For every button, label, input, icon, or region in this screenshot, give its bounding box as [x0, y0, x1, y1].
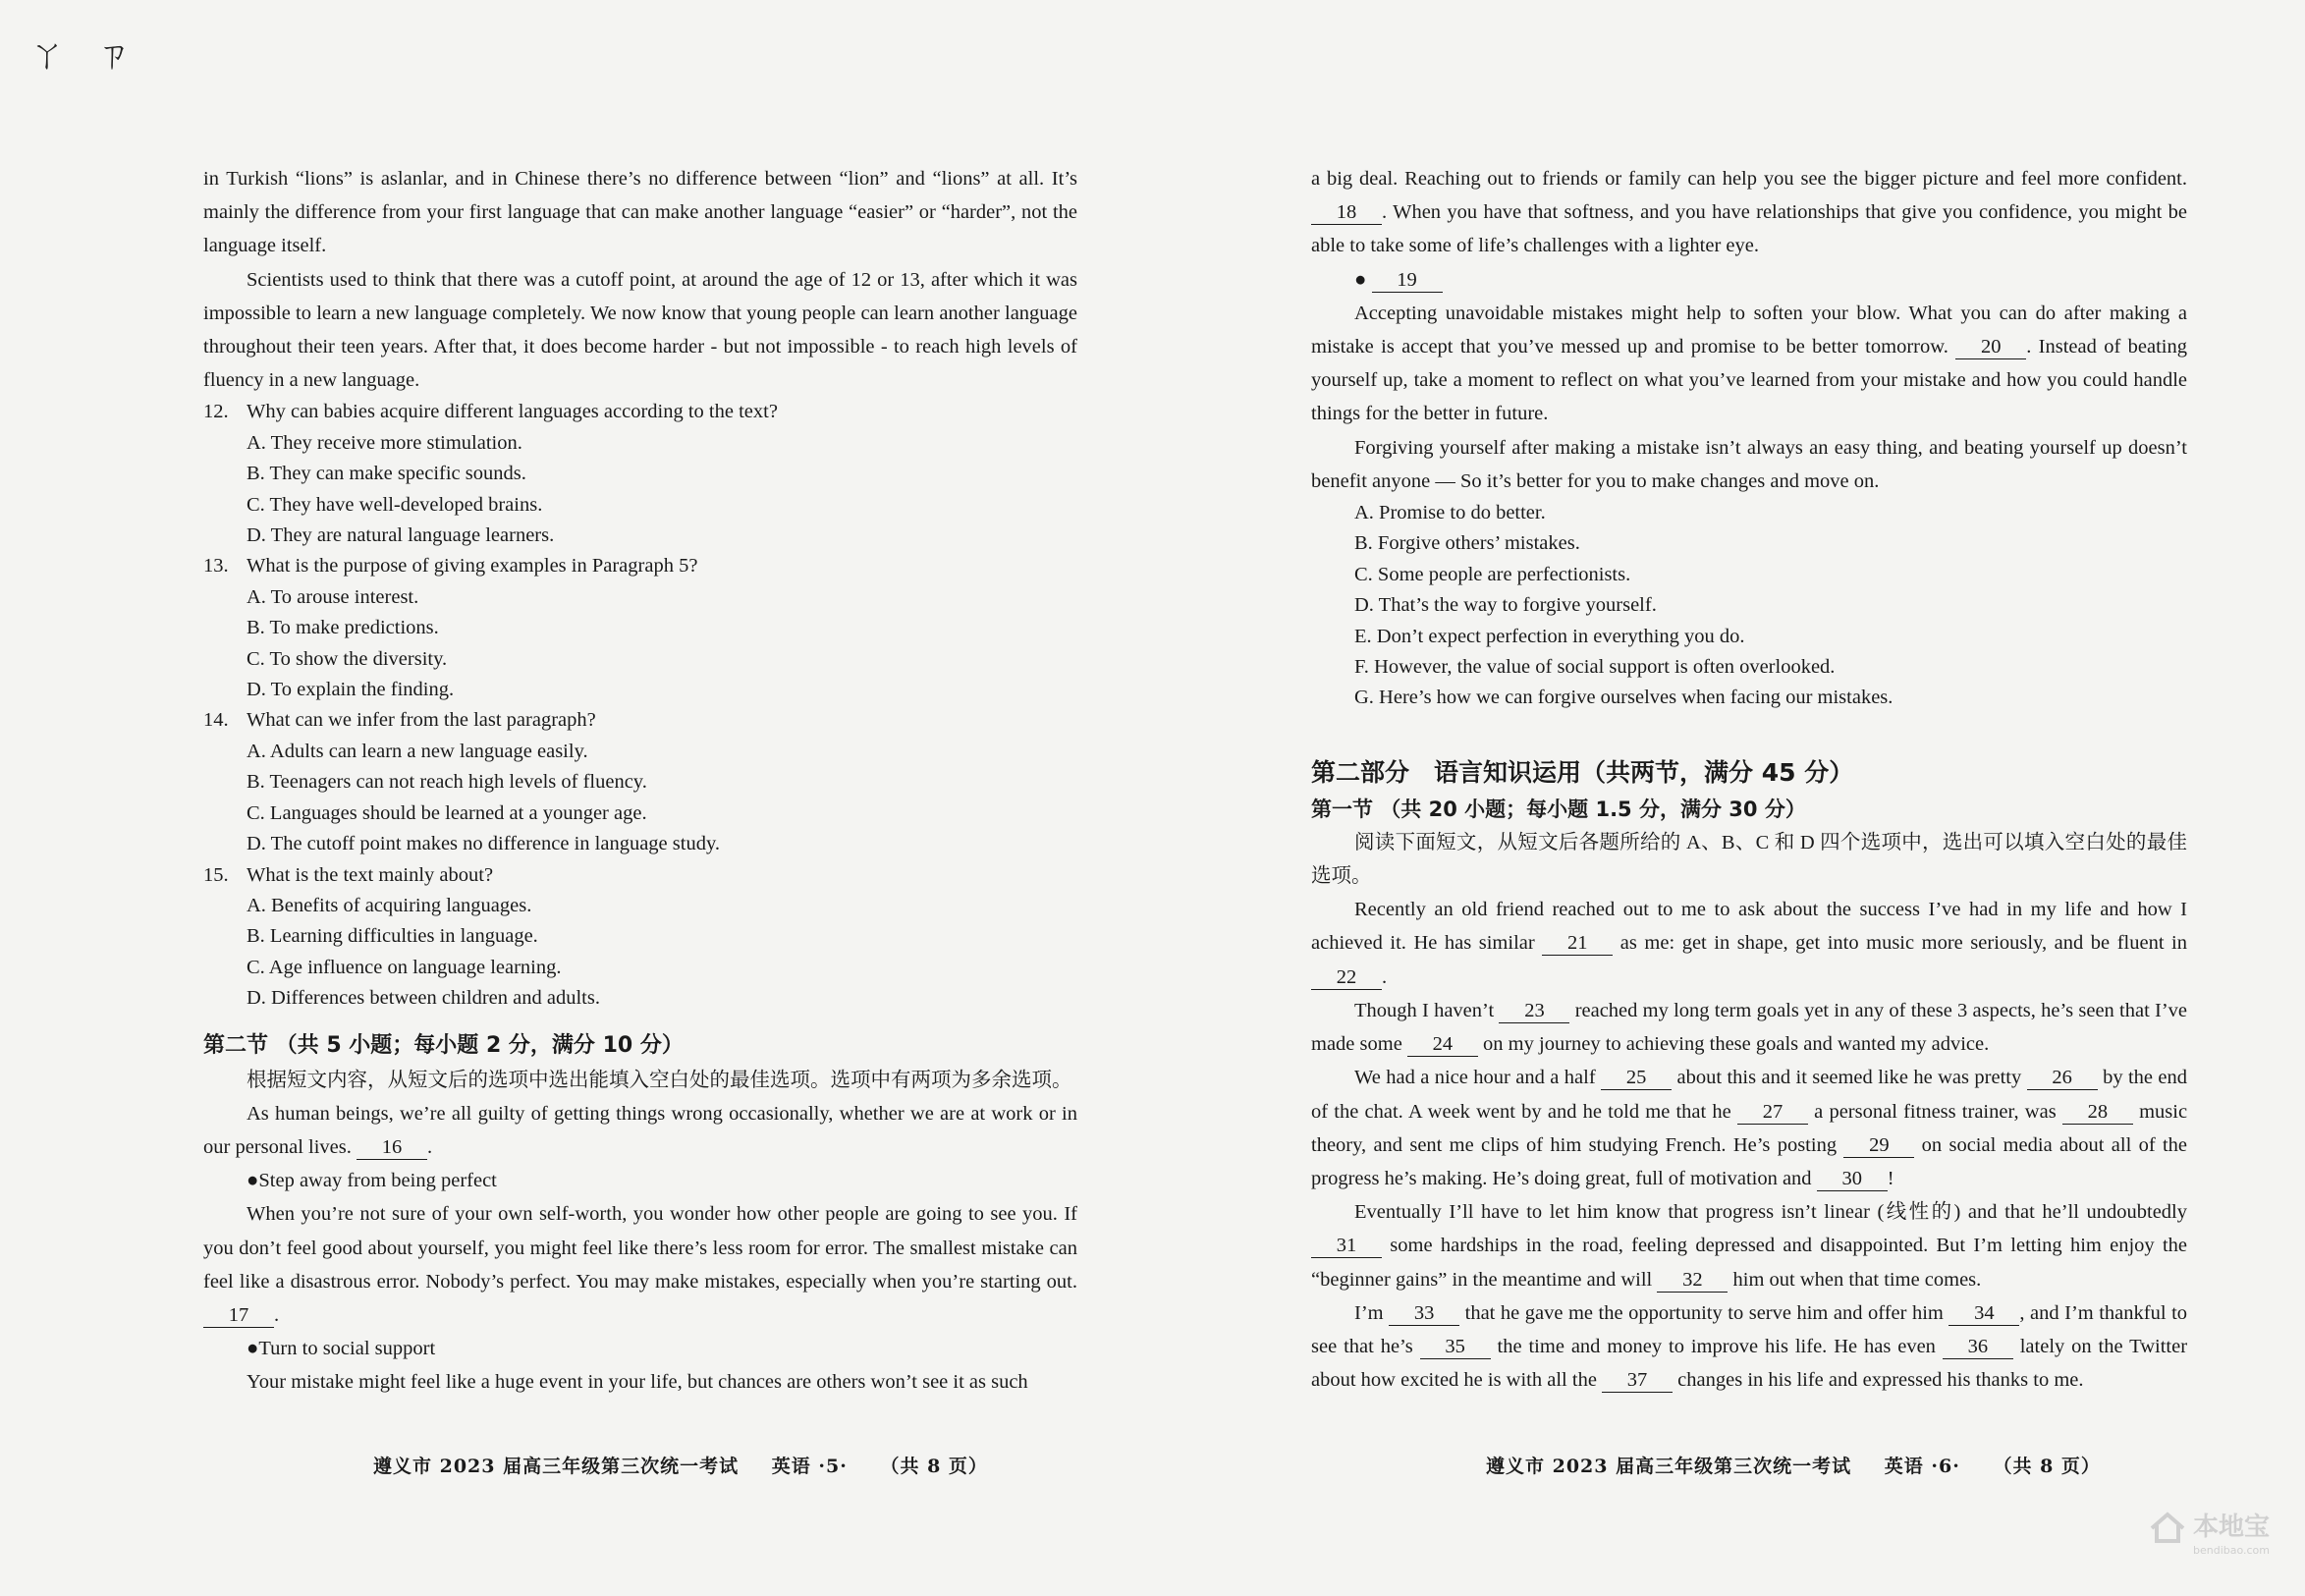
option-a: A. Benefits of acquiring languages. — [247, 894, 532, 916]
cloze-paragraph-2: Though I haven’t 23 reached my long term goals yet in any of these 3 aspects, he’s seen that I’ve made some 24 on my journey to achieving these goals and wanted my advice. — [1311, 999, 2188, 1056]
blank-17: 17 — [203, 1303, 274, 1328]
blank-19: 19 — [1372, 268, 1443, 293]
blank-29: 29 — [1843, 1133, 1914, 1158]
option-b: B. Teenagers can not reach high levels of fluency. — [247, 771, 647, 794]
option-g: G. Here’s how we can forgive ourselves when facing our mistakes. — [1354, 687, 1893, 709]
blank-22: 22 — [1311, 965, 1382, 990]
option-a: A. To arouse interest. — [247, 585, 419, 608]
paragraph-self-worth: When you’re not sure of your own self-worth, you wonder how other people are going to see you. If you don’t feel good about yourself, you might feel like there’s less room for error. The smallest mistake can feel like a disastrous error. Nobody’s perfect. You may make mistakes, especially when you’re starting out. 17 . — [203, 1203, 1077, 1326]
blank-32: 32 — [1657, 1268, 1728, 1293]
option-d: D. That’s the way to forgive yourself. — [1354, 594, 1657, 617]
blank-37: 37 — [1602, 1368, 1673, 1393]
blank-20: 20 — [1955, 335, 2026, 359]
question-number: 13. — [203, 555, 229, 578]
question-12 — [203, 397, 1077, 551]
page-footer — [1486, 1452, 2126, 1478]
blank-30: 30 — [1817, 1167, 1888, 1191]
option-e: E. Don’t expect perfection in everything you do. — [1354, 625, 1745, 647]
bullet-heading-2: ●Turn to social support — [247, 1338, 436, 1360]
subject-page: 英语 ·5· — [771, 1456, 848, 1477]
paragraph-forgiving: Forgiving yourself after making a mistake isn’t always an easy thing, and beating yourself up doesn’t benefit anyone — So it’s better for you to make changes and move on. — [1311, 436, 2187, 492]
exam-title: 遵义市 2023 届高三年级第三次统一考试 — [373, 1456, 740, 1477]
question-number: 15. — [203, 863, 229, 886]
question-stem: What can we infer from the last paragraph? — [247, 709, 596, 732]
blank-21: 21 — [1542, 931, 1613, 956]
paragraph-accepting: Accepting unavoidable mistakes might help to soften your blow. What you can do after making a mistake is accept that you’ve messed up and promise to be better tomorrow. 20 . Instead of beating yourself up, take a moment to reflect on what you’ve learned from your mistake and how you could handle things for the better in future. — [1311, 302, 2187, 425]
bullet-heading-3 — [1354, 263, 2187, 297]
option-a: A. Adults can learn a new language easily. — [247, 740, 588, 762]
option-d: D. Differences between children and adults. — [247, 987, 600, 1010]
cloze-paragraph-4: Eventually I’ll have to let him know that progress isn’t linear (线性的) and that he’ll undoubtedly 31 some hardships in the road, feeling depressed and disappointed. But I’m letting him enjoy the “beginner gains” in the meantime and will 32 him out when that time comes. — [1311, 1201, 2188, 1291]
paragraph-continuation: in Turkish “lions” is aslanlar, and in Chinese there’s no difference between “lion” and “lions” at all. It’s mainly the difference from your first language that can make another language “easier” or “harder”, not the language itself. — [203, 168, 1077, 257]
handwritten-marks: ㄚ ㄗ — [29, 35, 141, 76]
blank-18: 18 — [1311, 200, 1382, 225]
option-a: A. Promise to do better. — [1354, 502, 1546, 524]
watermark — [2148, 1507, 2270, 1558]
watermark-sub: bendibao.com — [2192, 1544, 2270, 1557]
house-icon — [2148, 1511, 2187, 1544]
section-2-instruction: 根据短文内容，从短文后的选项中选出能填入空白处的最佳选项。选项中有两项为多余选项。 — [247, 1069, 1072, 1091]
page-footer — [373, 1452, 1014, 1478]
option-d: D. The cutoff point makes no difference in language study. — [247, 833, 721, 855]
exam-page-5 — [0, 0, 1152, 1596]
paragraph-continuation: a big deal. Reaching out to friends or family can help you see the bigger picture and feel more confident. 18 . When you have that softness, and you have relationships that give you confidence, you might be able to take some of life’s challenges with a lighter eye. — [1311, 168, 2187, 257]
question-15 — [203, 860, 1077, 1015]
cloze-paragraph-3: We had a nice hour and a half 25 about this and it seemed like he was pretty 26 by the end of the chat. A week went by and he told me that he 27 a personal fitness trainer, was 28 music theory, and sent me clips of him studying French. He’s posting 29 on social media about all of the progress he’s making. He’s doing great, full of motivation and 30 ! — [1311, 1067, 2188, 1189]
page-count: （共 8 页） — [880, 1456, 988, 1477]
blank-27: 27 — [1737, 1100, 1808, 1125]
cloze-paragraph-1: Recently an old friend reached out to me to ask about the success I’ve had in my life and how I achieved it. He has similar 21 as me: get in shape, get into music more seriously, and be fluent in 22 . — [1311, 899, 2187, 988]
blank-35: 35 — [1420, 1335, 1491, 1359]
bullet-mark: ● — [1354, 268, 1367, 291]
option-c: C. They have well-developed brains. — [247, 493, 543, 516]
seven-choice-options — [1311, 498, 2187, 714]
option-d: D. To explain the finding. — [247, 679, 455, 701]
blank-28: 28 — [2062, 1100, 2133, 1125]
blank-23: 23 — [1499, 999, 1569, 1023]
blank-24: 24 — [1407, 1032, 1478, 1057]
bullet-heading-1: ●Step away from being perfect — [247, 1170, 497, 1192]
option-d: D. They are natural language learners. — [247, 524, 555, 547]
left-column — [203, 162, 1077, 1400]
question-stem: Why can babies acquire different languages according to the text? — [247, 401, 778, 423]
question-stem: What is the purpose of giving examples in Paragraph 5? — [247, 555, 698, 578]
option-c: C. To show the diversity. — [247, 647, 448, 670]
blank-16: 16 — [357, 1135, 427, 1160]
question-number: 12. — [203, 401, 229, 423]
blank-31: 31 — [1311, 1234, 1382, 1258]
watermark-text: 本地宝 — [2192, 1512, 2270, 1542]
right-column — [1311, 162, 2187, 1397]
blank-36: 36 — [1943, 1335, 2013, 1359]
option-c: C. Age influence on language learning. — [247, 956, 562, 978]
paragraph-cutoff: Scientists used to think that there was a cutoff point, at around the age of 12 or 13, after which it was impossible to learn a new language completely. We now know that young people can learn another language throughout their teen years. After that, it does become harder - but not impossible - to reach high levels of fluency in a new language. — [203, 268, 1077, 392]
blank-33: 33 — [1389, 1301, 1459, 1326]
option-b: B. Learning difficulties in language. — [247, 925, 538, 948]
blank-26: 26 — [2027, 1066, 2098, 1090]
option-b: B. They can make specific sounds. — [247, 463, 526, 485]
exam-title: 遵义市 2023 届高三年级第三次统一考试 — [1486, 1456, 1852, 1477]
question-stem: What is the text mainly about? — [247, 863, 494, 886]
option-c: C. Languages should be learned at a younger age. — [247, 801, 647, 824]
subject-page: 英语 ·6· — [1884, 1456, 1960, 1477]
blank-25: 25 — [1601, 1066, 1672, 1090]
option-c: C. Some people are perfectionists. — [1354, 563, 1631, 585]
page-count: （共 8 页） — [1993, 1456, 2101, 1477]
section-1-heading: 第一节 （共 20 小题；每小题 1.5 分，满分 30 分） — [1311, 797, 1806, 821]
option-f: F. However, the value of social support is often overlooked. — [1354, 656, 1836, 679]
paragraph-intro: As human beings, we’re all guilty of getting things wrong occasionally, whether we are at work or in our personal lives. 16 . — [203, 1102, 1077, 1158]
option-b: B. Forgive others’ mistakes. — [1354, 532, 1580, 555]
exam-page-6 — [1152, 0, 2305, 1596]
question-number: 14. — [203, 709, 229, 732]
section-1-instruction: 阅读下面短文，从短文后各题所给的 A、B、C 和 D 四个选项中，选出可以填入空白处的最佳选项。 — [1311, 831, 2187, 888]
part-2-heading: 第二部分 语言知识运用（共两节，满分 45 分） — [1311, 757, 1854, 787]
option-b: B. To make predictions. — [247, 617, 439, 639]
option-a: A. They receive more stimulation. — [247, 431, 522, 454]
paragraph-social-support: Your mistake might feel like a huge event in your life, but chances are others won’t see it as such — [247, 1371, 1028, 1394]
section-2-heading: 第二节 （共 5 小题；每小题 2 分，满分 10 分） — [203, 1032, 684, 1058]
question-13 — [203, 551, 1077, 705]
cloze-paragraph-5: I’m 33 that he gave me the opportunity to serve him and offer him 34 , and I’m thankful to see that he’s 35 the time and money to improve his life. He has even 36 lately on the Twitter about how excited he is with all the 37 changes in his life and expressed his thanks to me. — [1311, 1301, 2188, 1392]
blank-34: 34 — [1948, 1301, 2019, 1326]
question-14 — [203, 705, 1077, 859]
